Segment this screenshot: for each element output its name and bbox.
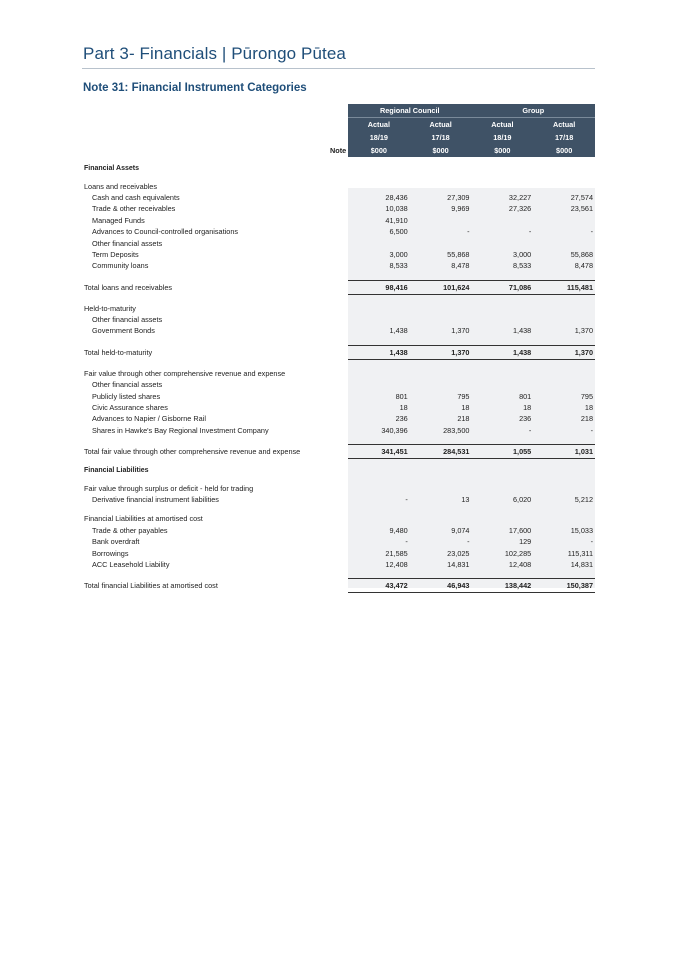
cell-value: - (590, 227, 594, 237)
total-value: 284,531 (410, 445, 472, 459)
row-label: Borrowings (92, 548, 129, 558)
cell-value: 55,868 (570, 249, 594, 259)
cell-value: - (467, 537, 470, 547)
cell-value: 17,600 (508, 525, 532, 535)
cell-value: - (590, 425, 594, 435)
category-heading: Loans and receivables (84, 181, 158, 191)
cell-value: 3,000 (389, 249, 408, 259)
cell-value: 6,500 (389, 227, 408, 237)
total-value: 1,370 (410, 345, 472, 359)
table-row (82, 536, 595, 547)
cell-value: 801 (395, 391, 408, 401)
cell-value: - (467, 227, 470, 237)
cell-value: 5,212 (574, 495, 594, 504)
category-heading: Fair value through other comprehensive revenue and expense (84, 368, 286, 378)
cell-value: 1,438 (512, 326, 532, 336)
column-header-year: 18/19 (348, 131, 410, 144)
category-heading: Financial Liabilities at amortised cost (84, 514, 203, 524)
cell-value: 1,438 (389, 326, 408, 336)
row-label: Publicly listed shares (92, 391, 161, 401)
cell-value: 102,285 (504, 548, 532, 558)
row-label: Derivative financial instrument liabilities (92, 495, 219, 504)
cell-value: 340,396 (381, 425, 408, 435)
cell-value: 129 (519, 537, 532, 547)
total-value: 101,624 (410, 280, 472, 294)
cell-value: 115,311 (567, 548, 594, 558)
column-header-year: 17/18 (410, 131, 472, 144)
cell-value: 27,574 (570, 192, 594, 202)
table-row (82, 260, 595, 271)
cell-value: - (405, 495, 408, 504)
column-header-actual: Actual (472, 118, 534, 132)
cell-value: - (590, 537, 594, 547)
row-label: Trade & other receivables (92, 204, 176, 214)
subcategory-heading: Other financial assets (92, 380, 163, 390)
page-title: Part 3- Financials | Pūrongo Pūtea (83, 44, 346, 63)
cell-value: 32,227 (508, 192, 532, 202)
table-row (82, 249, 595, 260)
cell-value: 18 (399, 403, 408, 413)
financial-instruments-table (82, 104, 595, 593)
row-label: ACC Leasehold Liability (92, 559, 170, 569)
total-row (82, 445, 595, 459)
total-value: 46,943 (410, 579, 472, 593)
column-header-actual: Actual (410, 118, 472, 132)
table-row (82, 215, 595, 226)
cell-value: 9,074 (451, 525, 470, 535)
cell-value: 14,831 (570, 559, 594, 569)
table-row (82, 390, 595, 401)
row-label: Total financial Liabilities at amortised cost (84, 581, 218, 591)
section-heading: Financial Liabilities (84, 467, 149, 475)
row-label: Civic Assurance shares (92, 403, 168, 413)
table-row (82, 402, 595, 413)
table-row (82, 547, 595, 558)
total-row (82, 345, 595, 359)
table-row (82, 494, 595, 505)
table-row (82, 203, 595, 214)
cell-value: 801 (519, 391, 532, 401)
cell-value: 21,585 (385, 548, 408, 558)
cell-value: 283,500 (443, 425, 470, 435)
row-label: Advances to Council-controlled organisations (92, 227, 239, 237)
cell-value: 1,370 (574, 326, 594, 336)
table-row (82, 325, 595, 336)
cell-value: 28,436 (385, 192, 408, 202)
cell-value: 12,408 (508, 559, 532, 569)
cell-value: 12,408 (385, 559, 408, 569)
row-label: Advances to Napier / Gisborne Rail (92, 414, 206, 424)
row-label: Cash and cash equivalents (92, 192, 180, 202)
row-label: Total loans and receivables (84, 282, 173, 292)
cell-value: 9,480 (389, 525, 408, 535)
total-value: 1,438 (472, 345, 534, 359)
cell-value: - (528, 227, 532, 237)
column-header-unit: $000 (533, 144, 595, 157)
cell-value: 18 (461, 403, 470, 413)
row-label: Managed Funds (92, 215, 145, 225)
cell-value: 14,831 (447, 559, 470, 569)
subcategory-heading: Other financial assets (92, 315, 163, 325)
category-heading: Fair value through surplus or deficit - held for trading (84, 483, 254, 493)
total-value: 1,031 (533, 445, 595, 459)
total-value: 71,086 (472, 280, 534, 294)
cell-value: 236 (395, 414, 408, 424)
cell-value: 795 (457, 391, 470, 401)
total-value: 341,451 (348, 445, 410, 459)
row-label: Community loans (92, 261, 149, 271)
total-value: 98,416 (348, 280, 410, 294)
cell-value: 218 (580, 414, 594, 424)
title-divider (82, 68, 595, 69)
cell-value: 1,370 (451, 326, 470, 336)
cell-value: 3,000 (512, 249, 532, 259)
column-header-year: 17/18 (533, 131, 595, 144)
row-label: Bank overdraft (92, 537, 140, 547)
column-header-year: 18/19 (472, 131, 534, 144)
cell-value: 6,020 (512, 495, 532, 504)
cell-value: 15,033 (570, 525, 594, 535)
table-row (82, 525, 595, 536)
cell-value: 27,309 (447, 192, 470, 202)
table-row (82, 559, 595, 570)
cell-value: 9,969 (451, 204, 470, 214)
row-label: Trade & other payables (92, 525, 168, 535)
cell-value: 218 (457, 414, 470, 424)
cell-value: 23,561 (570, 204, 594, 214)
section-heading: Financial Assets (84, 165, 139, 173)
cell-value (410, 215, 472, 226)
total-value: 43,472 (348, 579, 410, 593)
regional-council-header: Regional Council (348, 104, 472, 118)
cell-value: 27,326 (508, 204, 532, 214)
cell-value: - (528, 425, 532, 435)
total-value: 115,481 (533, 280, 595, 294)
total-value: 1,055 (472, 445, 534, 459)
cell-value: 55,868 (447, 249, 470, 259)
total-value: 1,438 (348, 345, 410, 359)
row-label: Shares in Hawke's Bay Regional Investment Company (92, 425, 269, 435)
cell-value: 8,533 (512, 261, 532, 271)
cell-value: - (405, 537, 408, 547)
cell-value (472, 215, 534, 226)
row-label: Term Deposits (92, 249, 139, 259)
table-row (82, 226, 595, 237)
cell-value: 23,025 (447, 548, 470, 558)
cell-value: 41,910 (385, 215, 408, 225)
total-value: 150,387 (533, 579, 595, 593)
row-label: Total fair value through other comprehensive revenue and expense (84, 447, 301, 457)
cell-value: 8,533 (389, 261, 408, 271)
note-header: Note (330, 146, 347, 155)
cell-value: 18 (584, 403, 594, 413)
cell-value: 8,478 (574, 261, 594, 271)
row-label: Government Bonds (92, 326, 155, 336)
note-title: Note 31: Financial Instrument Categories (83, 82, 307, 94)
subcategory-heading: Other financial assets (92, 238, 163, 248)
column-header-unit: $000 (348, 144, 410, 157)
cell-value: 236 (519, 414, 532, 424)
table-row (82, 413, 595, 424)
cell-value: 13 (461, 495, 470, 504)
cell-value: 795 (580, 391, 594, 401)
category-heading: Held-to-maturity (84, 303, 136, 313)
cell-value: 8,478 (451, 261, 470, 271)
row-label: Total held-to-maturity (84, 347, 153, 357)
cell-value (533, 215, 595, 226)
cell-value: 10,038 (385, 204, 408, 214)
table-row (82, 425, 595, 436)
total-row (82, 280, 595, 294)
column-header-unit: $000 (410, 144, 472, 157)
table-row (82, 192, 595, 203)
total-value: 1,370 (533, 345, 595, 359)
column-header-actual: Actual (348, 118, 410, 132)
cell-value: 18 (523, 403, 532, 413)
total-row (82, 579, 595, 593)
column-header-actual: Actual (533, 118, 595, 132)
total-value: 138,442 (472, 579, 534, 593)
group-header: Group (472, 104, 596, 118)
column-header-unit: $000 (472, 144, 534, 157)
